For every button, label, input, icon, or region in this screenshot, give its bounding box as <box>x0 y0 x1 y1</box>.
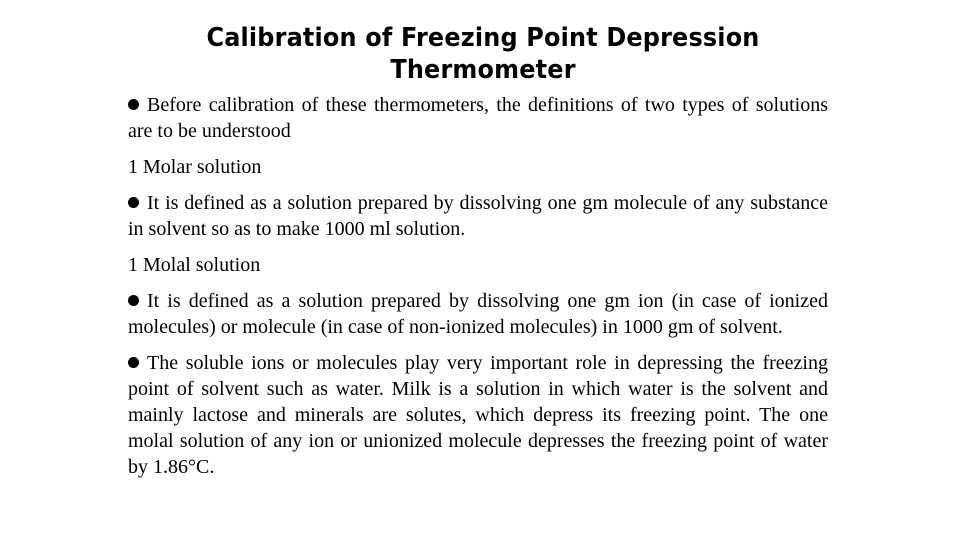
paragraph-text: The soluble ions or molecules play very important role in depressing the freezing point of solvent such as water. Milk is a solution in which water is the solvent and mainly lactose and minerals are solutes, which depress its freezing point. The one molal solution of any ion or unionized molecule depresses the freezing point of water by 1.86°C. <box>128 352 828 478</box>
paragraph-calibration-intro <box>128 92 828 144</box>
bullet-icon <box>128 197 139 208</box>
bullet-icon <box>128 99 139 110</box>
bullet-icon <box>128 357 139 368</box>
heading-molar-solution <box>128 154 828 180</box>
paragraph-text: 1 Molar solution <box>128 156 262 178</box>
slide-body <box>128 92 828 490</box>
paragraph-text: It is defined as a solution prepared by dissolving one gm molecule of any substance in solvent so as to make 1000 ml solution. <box>128 192 828 240</box>
paragraph-molar-definition <box>128 190 828 242</box>
paragraph-freezing-point-explanation <box>128 350 828 480</box>
paragraph-text: Before calibration of these thermometers, the definitions of two types of solutions are to be understood <box>128 94 828 142</box>
paragraph-text: It is defined as a solution prepared by dissolving one gm ion (in case of ionized molecules) or molecule (in case of non-ionized molecules) in 1000 gm of solvent. <box>128 290 828 338</box>
heading-molal-solution <box>128 252 828 278</box>
bullet-icon <box>128 295 139 306</box>
paragraph-text: 1 Molal solution <box>128 254 261 276</box>
paragraph-molal-definition <box>128 288 828 340</box>
slide-title: Calibration of Freezing Point Depression Thermometer <box>206 23 760 85</box>
